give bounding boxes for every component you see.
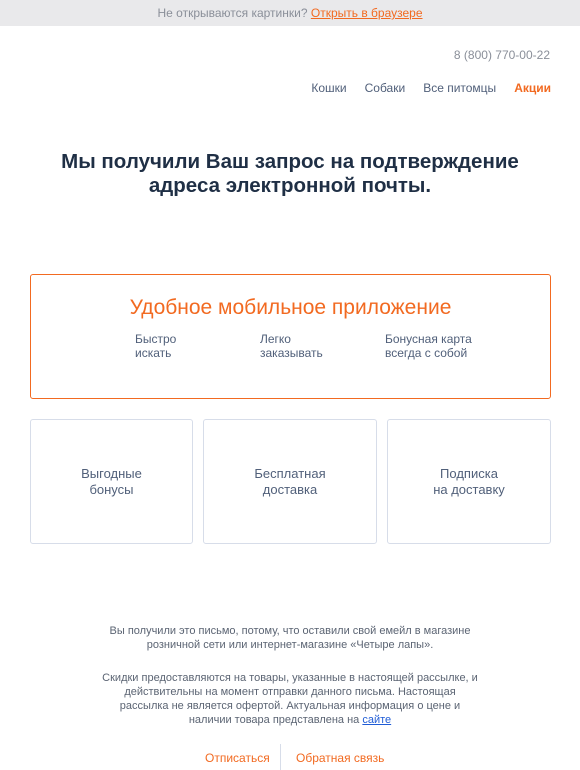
site-link[interactable]: сайте <box>362 714 392 726</box>
footer-links <box>0 744 580 770</box>
feature-line: Бонусная карта <box>385 332 472 346</box>
browser-notice-bar <box>0 0 580 26</box>
disclaimer-text: Скидки предоставляются на товары, указанные в настоящей рассылке, и действительны на момент отправки данного письма. Настоящая рассылка не является офертой. Актуальная информация о цене и наличии товара представлена на <box>102 672 478 726</box>
feature-line: Легко <box>260 332 291 346</box>
tile-line: Подписка <box>440 465 498 481</box>
page-headline: Мы получили Ваш запрос на подтверждение адреса электронной почты. <box>61 150 519 197</box>
notice-text: Не открываются картинки? <box>157 6 308 20</box>
feature-line: заказывать <box>260 346 323 360</box>
app-feature-order <box>260 332 323 360</box>
feature-line: Быстро <box>135 332 177 346</box>
open-in-browser-link[interactable]: Открыть в браузере <box>310 6 423 20</box>
footer-divider <box>280 744 281 770</box>
tile-line: Выгодные <box>81 465 142 481</box>
tile-line: доставка <box>262 481 318 497</box>
nav-item-cats[interactable]: Кошки <box>311 81 347 95</box>
tile-line: бонусы <box>89 481 134 497</box>
nav-item-dogs[interactable]: Собаки <box>364 81 406 95</box>
app-feature-bonus-card <box>385 332 472 360</box>
app-feature-search <box>135 332 176 360</box>
tile-bonuses[interactable] <box>30 419 193 544</box>
footer-reason-text: Вы получили это письмо, потому, что оставили свой емейл в магазине розничной сети или интернет-магазине «Четыре лапы». <box>109 625 471 651</box>
feedback-link[interactable]: Обратная связь <box>296 751 385 765</box>
tile-delivery-subscription[interactable] <box>387 419 551 544</box>
nav-item-promotions[interactable]: Акции <box>514 81 551 95</box>
tile-line: на доставку <box>433 481 505 497</box>
feature-line: искать <box>135 346 172 360</box>
footer-disclaimer <box>100 671 480 727</box>
app-banner-title: Удобное мобильное приложение <box>129 296 452 319</box>
mobile-app-banner[interactable] <box>30 274 551 399</box>
tile-line: Бесплатная <box>254 465 326 481</box>
phone-number[interactable]: 8 (800) 770-00-22 <box>453 48 550 62</box>
top-nav <box>311 81 551 95</box>
nav-item-all-pets[interactable]: Все питомцы <box>423 81 497 95</box>
tile-free-delivery[interactable] <box>203 419 377 544</box>
feature-line: всегда с собой <box>385 346 468 360</box>
unsubscribe-link[interactable]: Отписаться <box>205 751 270 765</box>
